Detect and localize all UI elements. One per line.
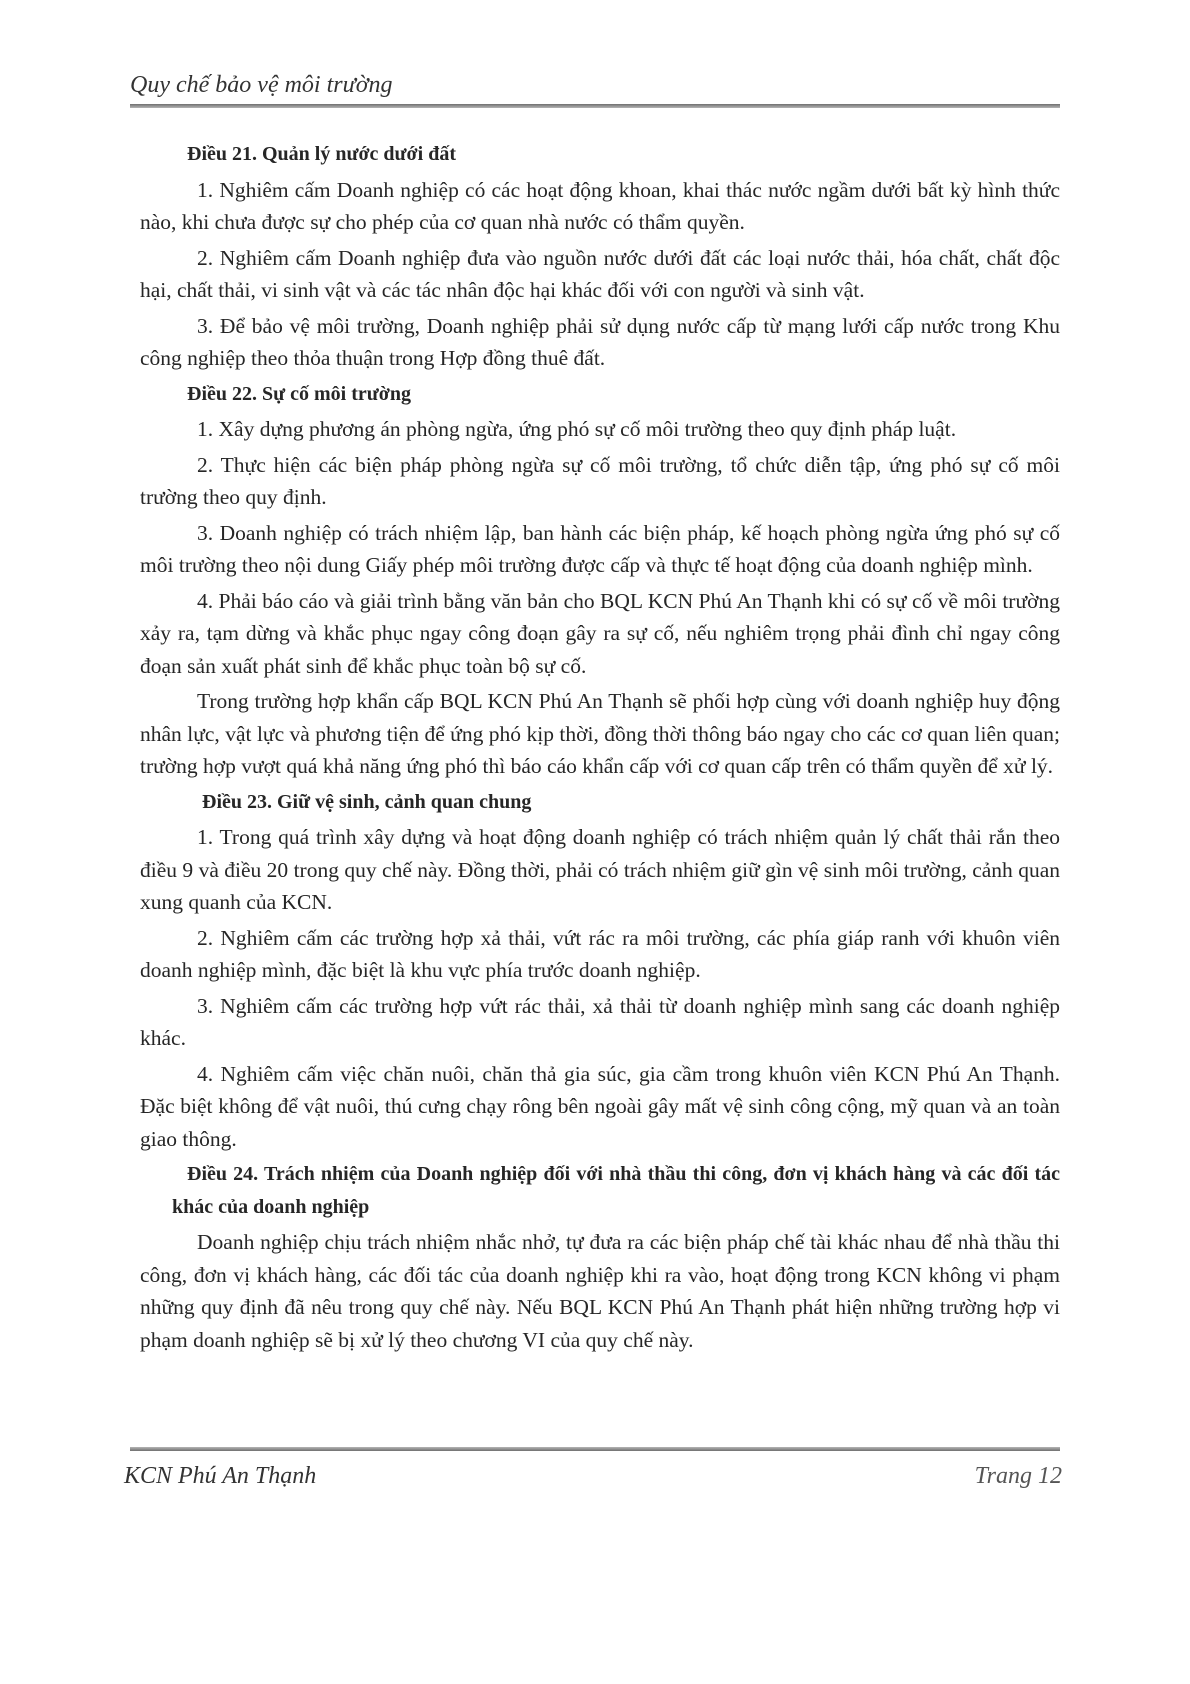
article-24-heading: Điều 24. Trách nhiệm của Doanh nghiệp đối với nhà thầu thi công, đơn vị khách hàng và các đối tác khác của doanh nghiệp	[172, 1163, 1060, 1218]
article-23-clause-3: 3. Nghiêm cấm các trường hợp vứt rác thải, xả thải từ doanh nghiệp mình sang các doanh nghiệp khác.	[140, 993, 1060, 1050]
page-header-title: Quy chế bảo vệ môi trường	[130, 72, 393, 98]
article-22-clause-4: 4. Phải báo cáo và giải trình bằng văn bản cho BQL KCN Phú An Thạnh khi có sự cố về môi trường xảy ra, tạm dừng và khắc phục ngay công đoạn gây ra sự cố, nếu nghiêm trọng phải đình chỉ ngay công đoạn sản xuất phát sinh để khắc phục toàn bộ sự cố.	[140, 588, 1060, 678]
article-23-heading: Điều 23. Giữ vệ sinh, cảnh quan chung	[202, 790, 532, 813]
header-rule	[130, 104, 1060, 108]
article-21-heading: Điều 21. Quản lý nước dưới đất	[187, 143, 456, 165]
document-body	[140, 138, 1060, 1359]
footer-organization: KCN Phú An Thạnh	[124, 1463, 317, 1489]
article-23-clause-4: 4. Nghiêm cấm việc chăn nuôi, chăn thả gia súc, gia cầm trong khuôn viên KCN Phú An Thạnh. Đặc biệt không để vật nuôi, thú cưng chạy rông bên ngoài gây mất vệ sinh công cộng, mỹ quan và an toàn giao thông.	[140, 1061, 1060, 1151]
article-22-clause-2: 2. Thực hiện các biện pháp phòng ngừa sự cố môi trường, tổ chức diễn tập, ứng phó sự cố môi trường theo quy định.	[140, 452, 1060, 509]
article-22-heading: Điều 22. Sự cố môi trường	[187, 382, 411, 405]
article-21-clause-1: 1. Nghiêm cấm Doanh nghiệp có các hoạt động khoan, khai thác nước ngầm dưới bất kỳ hình thức nào, khi chưa được sự cho phép của cơ quan nhà nước có thẩm quyền.	[140, 177, 1060, 234]
article-24-paragraph: Doanh nghiệp chịu trách nhiệm nhắc nhở, tự đưa ra các biện pháp chế tài khác nhau để nhà thầu thi công, đơn vị khách hàng, các đối tác của doanh nghiệp khi ra vào, hoạt động trong KCN không vi phạm những quy định đã nêu trong quy chế này. Nếu BQL KCN Phú An Thạnh phát hiện những trường hợp vi phạm doanh nghiệp sẽ bị xử lý theo chương VI của quy chế này.	[140, 1230, 1060, 1352]
footer-rule	[130, 1447, 1060, 1451]
article-21-clause-3: 3. Để bảo vệ môi trường, Doanh nghiệp phải sử dụng nước cấp từ mạng lưới cấp nước trong Khu công nghiệp theo thỏa thuận trong Hợp đồng thuê đất.	[140, 313, 1060, 370]
article-23-clause-1: 1. Trong quá trình xây dựng và hoạt động doanh nghiệp có trách nhiệm quản lý chất thải rắn theo điều 9 và điều 20 trong quy chế này. Đồng thời, phải có trách nhiệm giữ gìn vệ sinh môi trường, cảnh quan xung quanh của KCN.	[140, 825, 1060, 914]
article-22-clause-1: 1. Xây dựng phương án phòng ngừa, ứng phó sự cố môi trường theo quy định pháp luật.	[197, 417, 957, 441]
page-number: Trang 12	[974, 1463, 1062, 1489]
article-22-clause-3: 3. Doanh nghiệp có trách nhiệm lập, ban hành các biện pháp, kế hoạch phòng ngừa ứng phó sự cố môi trường theo nội dung Giấy phép môi trường được cấp và thực tế hoạt động của doanh nghiệp mình.	[140, 520, 1060, 577]
article-21-clause-2: 2. Nghiêm cấm Doanh nghiệp đưa vào nguồn nước dưới đất các loại nước thải, hóa chất, chất độc hại, chất thải, vi sinh vật và các tác nhân độc hại khác đối với con người và sinh vật.	[140, 245, 1060, 302]
article-22-emergency-paragraph: Trong trường hợp khẩn cấp BQL KCN Phú An Thạnh sẽ phối hợp cùng với doanh nghiệp huy động nhân lực, vật lực và phương tiện để ứng phó kịp thời, đồng thời thông báo ngay cho các cơ quan liên quan; trường hợp vượt quá khả năng ứng phó thì báo cáo khẩn cấp với cơ quan cấp trên có thẩm quyền để xử lý.	[140, 689, 1060, 778]
article-23-clause-2: 2. Nghiêm cấm các trường hợp xả thải, vứt rác ra môi trường, các phía giáp ranh với khuôn viên doanh nghiệp mình, đặc biệt là khu vực phía trước doanh nghiệp.	[140, 925, 1060, 982]
